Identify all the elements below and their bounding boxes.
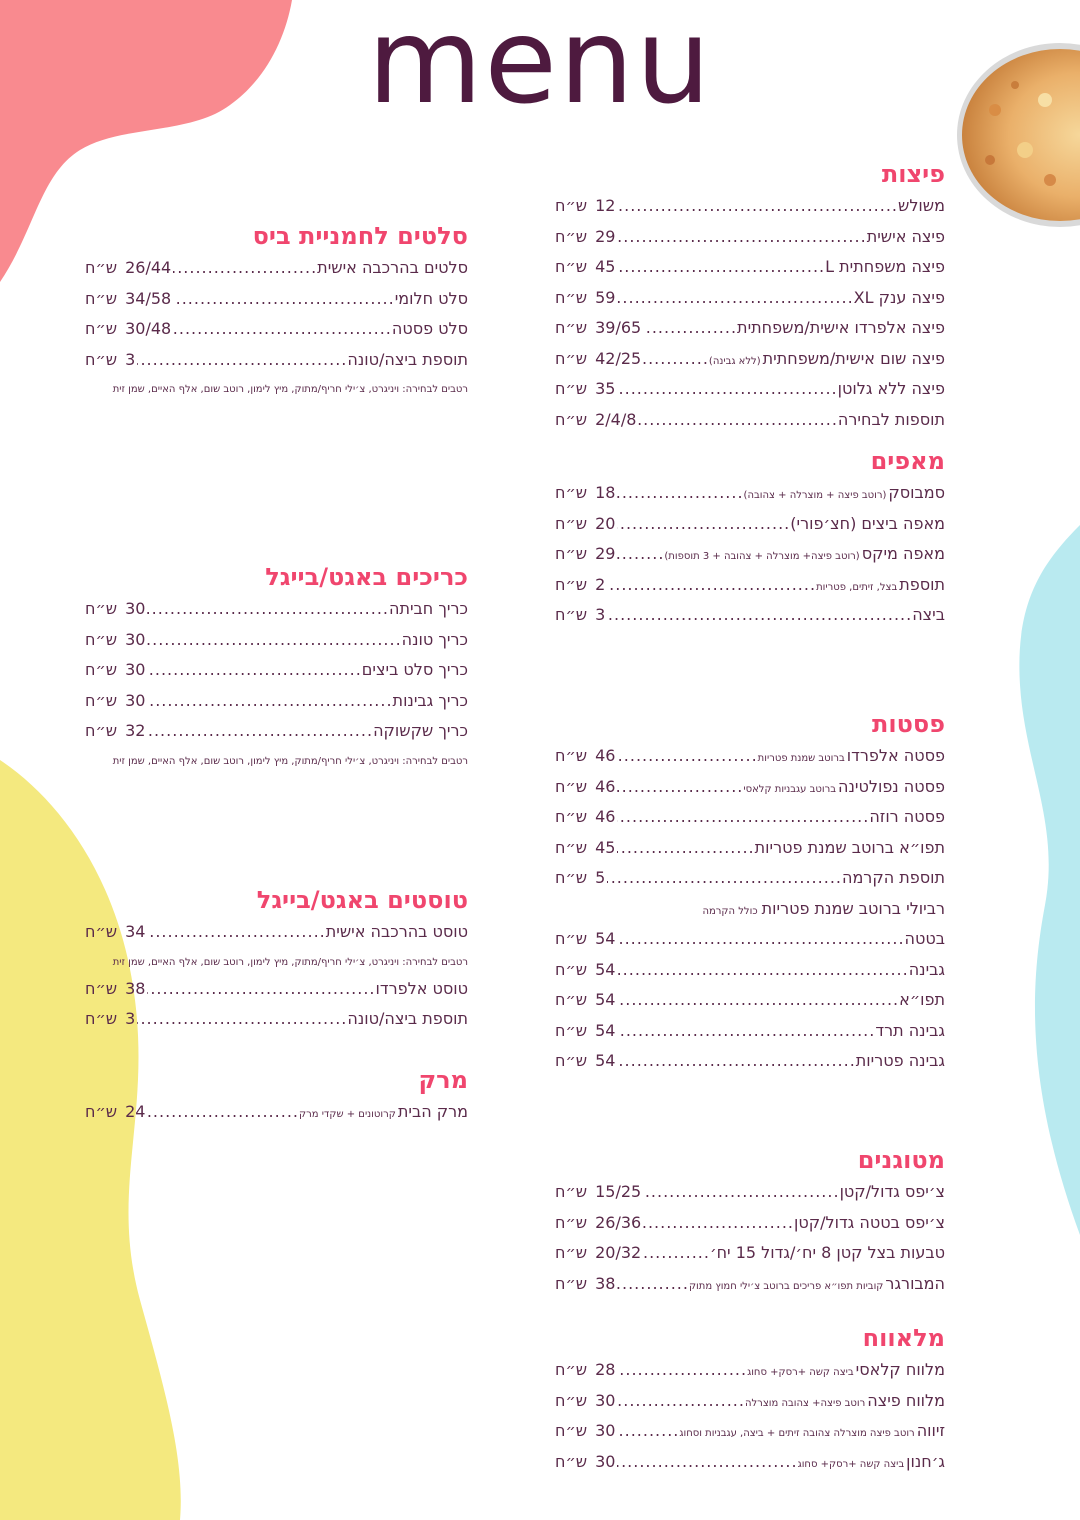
menu-item-row [555,288,945,319]
item-name: פיצה אלפרדו אישית/משפחתית [737,318,945,337]
currency-label: ש״ח [555,409,588,429]
leader-dots [617,929,904,948]
leader-dots [607,868,842,887]
item-name: מאפה ביצים (חצ׳פורי) [790,513,945,533]
menu-item-row [555,227,945,258]
leader-dots [617,257,825,276]
item-price: 32 [125,721,146,740]
menu-item-row [555,605,945,636]
menu-item-row [555,410,945,441]
sauces-note: רטבים לבחירה: ויניגרט, צ׳ילי חריף/מתוק, מיץ לימון, רוטב שום, אלף האיים, שמן זית [112,384,468,395]
item-price: 30 [125,629,146,649]
leader-dots [643,318,737,337]
toasts-section [85,884,468,1040]
currency-label: ש״ח [555,1273,588,1293]
fried-section [555,1144,945,1304]
yellow-blob-decoration [0,760,190,1520]
item-note: ברוטב שמנת פטריות [757,753,845,764]
leader-dots [617,483,743,502]
pastas-section [555,708,945,1082]
menu-item-row [555,1213,945,1244]
item-price: 24 [125,1102,146,1121]
item-price: 59 [595,287,616,307]
section-title: סלטים לחמניית ביס [252,222,468,250]
item-name: מאפה מיקס [861,544,945,563]
item-name: פסטה רוזה [869,807,945,826]
malawach-list [555,1360,945,1482]
item-name: תוספת הקרמה [841,868,945,887]
item-price: 46 [595,746,616,765]
item-name: כריך טונה [401,629,468,649]
currency-label: ש״ח [555,1212,588,1232]
leader-dots [173,289,394,308]
item-price: 42/25 [595,348,642,368]
section-title: פיצות [881,160,945,188]
item-name: פסטה נפולטינה [838,776,945,796]
currency-label: ש״ח [555,318,588,337]
item-price: 46 [595,776,616,796]
item-price: 15/25 [595,1182,642,1201]
leader-dots [617,1021,875,1040]
item-price: 26/44 [125,258,172,277]
item-name: גבינה [908,959,945,979]
currency-label: ש״ח [555,1390,588,1410]
menu-item-row [555,1274,945,1305]
item-note: קוביות תפו״א פריכים ברוטב צ׳ילי חמוץ מתוק [688,1280,884,1292]
currency-label: ש״ח [85,721,118,740]
item-name: צ׳יפס גדול/קטן [839,1182,945,1201]
leader-dots [617,838,754,857]
item-name: ביצה [912,605,945,624]
leader-dots [147,691,392,710]
section-title: מלאווח [862,1324,945,1352]
leader-dots [617,1391,744,1410]
section-title: מרק [418,1066,468,1094]
item-price: 38 [125,978,146,998]
item-name: סלט פסטה [391,319,468,338]
item-note: (ללא גבינה) [708,355,761,367]
menu-item-row [555,1421,945,1452]
currency-label: ש״ח [85,629,118,649]
menu-item-row [555,868,945,899]
item-price: 3 [125,349,136,369]
currency-label: ש״ח [85,690,118,710]
item-note: ביצה קשה +רסק+ סחוג [797,1458,905,1470]
item-price: 30 [595,1451,616,1471]
item-name: פיצה שום אישית/משפחתית [762,348,945,368]
leader-dots [617,746,757,765]
soup-section [85,1064,468,1133]
currency-label: ש״ח [555,287,588,307]
currency-label: ש״ח [555,544,588,563]
currency-label: ש״ח [85,978,118,998]
menu-item-row [85,660,468,691]
item-note: (רוטב פיצה+ מוצרלה + צהובה + 3 תוספות) [664,551,860,562]
item-price: 2/4/8 [595,409,637,429]
item-name: טוסט אלפרדו [375,978,468,998]
section-title: פסטות [871,710,945,738]
menu-item-row [555,1391,945,1422]
leader-dots [617,196,898,215]
item-note: ביצה קשה +רסק+ סחוג [747,1367,854,1378]
leader-dots [617,960,908,979]
item-note: רוטב פיצה מוצרלה צהובה זיתים + ביצה, עגבניות וסחוג [679,1428,915,1439]
leader-dots [617,1421,679,1440]
item-price: 34 [125,922,146,941]
leader-dots [617,990,899,1009]
item-note: קרוטונים + שקדי מרק [298,1109,396,1120]
section-title: מטוגנים [857,1146,945,1174]
item-name: כריך סלט ביצים [361,660,468,679]
currency-label: ש״ח [555,1421,588,1440]
leader-dots [137,350,347,369]
leader-dots [617,1274,688,1293]
leader-dots [617,288,853,307]
item-name: בטטה [904,929,945,948]
pizzas-section [555,158,945,440]
currency-label: ש״ח [555,605,588,624]
menu-item-row [85,1102,468,1133]
section-title: טוסטים באגט/בייגל [256,886,468,914]
menu-item-row [555,990,945,1021]
item-price: 54 [595,1051,616,1070]
section-title: מאפים [870,447,945,475]
item-price: 54 [595,990,616,1009]
toasts-list [85,922,468,953]
item-price: 35 [595,379,616,398]
sandwiches-section [85,561,468,778]
item-price: 30 [595,1421,616,1440]
item-price: 29 [595,226,616,246]
pastries-section [555,445,945,636]
item-price: 45 [595,837,616,857]
item-note: (רוטב פיצה + מוצרלה + צהובה) [743,490,887,501]
menu-item-row [85,258,468,289]
sauces-note: רטבים לבחירה: ויניגרט, צ׳ילי חריף/מתוק, מיץ לימון, רוטב שום, אלף האיים, שמן זית [112,956,468,968]
item-price: 2 [595,574,606,594]
currency-label: ש״ח [555,513,588,533]
currency-label: ש״ח [555,929,588,948]
item-price: 12 [595,196,616,215]
item-price: 29 [595,544,616,563]
item-name: פיצה ענק XL [853,287,945,307]
item-price: 20/32 [595,1243,642,1262]
item-name: פיצה משפחתית L [825,257,945,276]
item-price: 30 [125,660,146,679]
menu-item-row [85,691,468,722]
item-name: טבעות בצל קטן 8 יח׳/גדול 15 יח׳ [709,1243,945,1262]
item-name: סמבוסק [888,483,945,502]
salads-list [85,258,468,380]
salads-section [85,220,468,406]
menu-item-row [555,514,945,545]
leader-dots [643,1243,710,1262]
menu-item-row [555,960,945,991]
menu-item-row [555,379,945,410]
item-name: תוספת [899,574,945,594]
item-name: המבורגר [885,1273,945,1293]
menu-item-row [555,257,945,288]
item-name: סלט חלומי [394,288,468,308]
menu-item-row [555,349,945,380]
currency-label: ש״ח [85,349,118,369]
leader-dots [147,630,401,649]
leader-dots [173,319,392,338]
menu-item-row [85,319,468,350]
item-price: 46 [595,807,616,826]
menu-item-row [555,318,945,349]
currency-label: ש״ח [555,746,588,765]
leader-dots [147,922,325,941]
currency-label: ש״ח [85,258,118,277]
item-name: צ׳יפס בטטה גדול/קטן [794,1212,945,1232]
item-price: 3 [595,605,606,624]
currency-label: ש״ח [555,1360,588,1379]
currency-label: ש״ח [85,922,118,941]
currency-label: ש״ח [85,1009,118,1028]
currency-label: ש״ח [555,257,588,276]
leader-dots [617,1051,855,1070]
item-name: תפו״א [899,990,945,1009]
currency-label: ש״ח [555,483,588,502]
ravioli-note: כולל הקרמה [702,905,758,917]
menu-item-row [555,575,945,606]
leader-dots [617,777,743,796]
pastas-list [555,746,945,899]
toasts-list [85,979,468,1040]
item-name: כריך גבינות [392,690,468,710]
item-price: 54 [595,959,616,979]
item-note: בצל, זיתים, פטריות [816,581,898,593]
menu-item-row [555,838,945,869]
item-name: תוספת ביצה/טונה [347,349,468,369]
item-name: טוסט בהרכבה אישית [325,922,468,941]
leader-dots [617,1360,747,1379]
menu-item-row [555,929,945,960]
soup-list [85,1102,468,1133]
menu-item-row [555,1243,945,1274]
item-name: כריך שקשוקה [373,721,468,740]
item-name: גבינה תרד [875,1020,945,1040]
fried-list [555,1182,945,1304]
menu-title: menu [367,0,713,130]
item-name: מלווח פיצה [867,1390,945,1410]
currency-label: ש״ח [555,959,588,979]
leader-dots [137,1009,347,1028]
pastries-list [555,483,945,636]
item-price: 30 [125,690,146,710]
currency-label: ש״ח [85,288,118,308]
leader-dots [617,227,866,246]
leader-dots [147,979,375,998]
ravioli-list [555,929,945,1082]
currency-label: ש״ח [555,1182,588,1201]
item-price: 26/36 [595,1212,642,1232]
leader-dots [617,379,837,398]
item-price: 3 [125,1009,136,1028]
menu-item-row [555,746,945,777]
menu-item-row [85,922,468,953]
currency-label: ש״ח [85,1102,118,1121]
leader-dots [643,1213,794,1232]
item-price: 34/58 [125,288,172,308]
menu-item-row [555,1452,945,1483]
currency-label: ש״ח [85,660,118,679]
item-price: 54 [595,929,616,948]
currency-label: ש״ח [555,776,588,796]
item-name: מלווח קלאסי [855,1360,945,1379]
menu-item-row [85,350,468,381]
menu-item-row [85,721,468,752]
sauces-note: רטבים לבחירה: ויניגרט, צ׳ילי חריף/מתוק, מיץ לימון, רוטב שום, אלף האיים, שמן זית [112,755,468,767]
currency-label: ש״ח [555,1243,588,1262]
item-name: סלטים בהרכבה אישית [317,258,468,277]
menu-item-row [555,807,945,838]
item-name: פיצה אישית [866,226,945,246]
currency-label: ש״ח [555,1020,588,1040]
ravioli-heading [555,899,945,930]
currency-label: ש״ח [85,599,118,618]
item-price: 30/48 [125,319,172,338]
pizzas-list [555,196,945,440]
menu-item-row [555,544,945,575]
item-note: רוטב פיצה+ צהובה מוצרלה [744,1397,866,1409]
item-name: גבינה פטריות [855,1051,945,1070]
item-note: ברוטב עגבניות קלאסי [743,783,837,795]
item-name: כריך חביתה [389,599,468,618]
item-price: 18 [595,483,616,502]
currency-label: ש״ח [555,196,588,215]
currency-label: ש״ח [555,1451,588,1471]
currency-label: ש״ח [85,319,118,338]
item-name: ג׳חנון [906,1451,945,1471]
item-name: תוספת ביצה/טונה [347,1009,468,1028]
item-name: תפו״א ברוטב שמנת פטריות [754,837,945,857]
menu-item-row [555,483,945,514]
currency-label: ש״ח [555,807,588,826]
sandwiches-list [85,599,468,752]
currency-label: ש״ח [555,379,588,398]
leader-dots [147,599,389,618]
leader-dots [617,807,869,826]
leader-dots [617,544,664,563]
leader-dots [643,1182,839,1201]
section-title: כריכים באגט/בייגל [265,563,468,591]
item-price: 28 [595,1360,616,1379]
leader-dots [617,514,790,533]
leader-dots [147,1102,299,1121]
currency-label: ש״ח [555,574,588,594]
leader-dots [607,575,816,594]
currency-label: ש״ח [555,837,588,857]
menu-item-row [85,289,468,320]
leader-dots [638,410,837,429]
item-price: 20 [595,513,616,533]
leader-dots [617,1452,797,1471]
currency-label: ש״ח [555,1051,588,1070]
leader-dots [607,605,912,624]
item-name: משולש [898,196,945,215]
item-price: 5 [595,868,606,887]
item-price: 38 [595,1273,616,1293]
menu-item-row [555,1360,945,1391]
menu-item-row [85,1009,468,1040]
menu-item-row [555,1021,945,1052]
menu-item-row [85,979,468,1010]
item-price: 54 [595,1020,616,1040]
menu-item-row [555,1051,945,1082]
leader-dots [173,258,317,277]
ravioli-heading-text: רביולי ברוטב שמנת פטריות [761,898,945,918]
menu-item-row [555,196,945,227]
currency-label: ש״ח [555,226,588,246]
item-price: 45 [595,257,616,276]
currency-label: ש״ח [555,868,588,887]
item-price: 39/65 [595,318,642,337]
leader-dots [147,721,373,740]
currency-label: ש״ח [555,990,588,1009]
cyan-blob-decoration [1000,525,1080,1245]
menu-item-row [85,630,468,661]
malawach-section [555,1322,945,1482]
menu-item-row [85,599,468,630]
leader-dots [147,660,361,679]
item-name: זיווה [916,1421,945,1440]
currency-label: ש״ח [555,348,588,368]
leader-dots [643,349,709,368]
item-name: מרק הבית [397,1102,468,1121]
item-name: תוספות לבחירה [837,409,945,429]
item-price: 30 [595,1390,616,1410]
item-name: פיצה ללא גלוטן [837,379,945,398]
menu-item-row [555,1182,945,1213]
item-name: פסטה אלפרדו [846,746,945,765]
menu-item-row [555,777,945,808]
item-price: 30 [125,599,146,618]
